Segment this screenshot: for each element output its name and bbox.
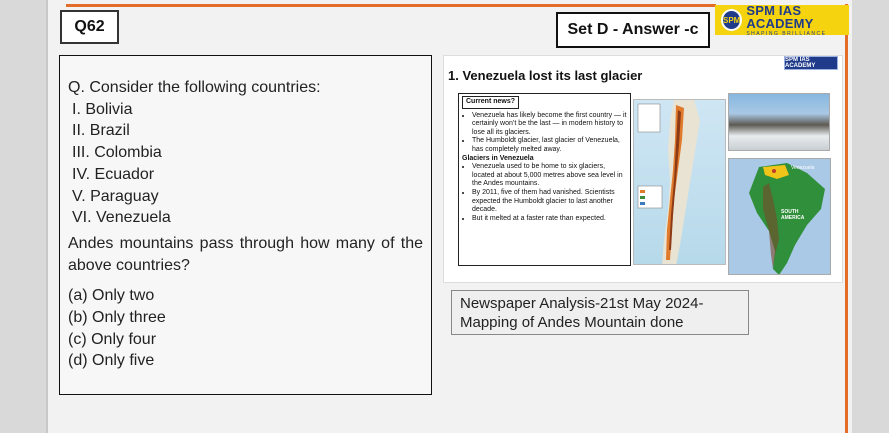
news-clipping-panel [443, 55, 843, 283]
country-list [68, 99, 423, 229]
answer-label: Set D - Answer -c [556, 12, 710, 48]
glacier-photo [728, 93, 830, 151]
accent-bar-right [845, 4, 848, 433]
analysis-caption [451, 290, 749, 335]
option-d: (d) Only five [68, 352, 155, 370]
country-item: III. Colombia [72, 144, 162, 162]
news-bullet: • The Humboldt glacier, last glacier of Venezuela, has completely melted away. [472, 137, 627, 154]
option-list [68, 285, 423, 372]
news-bullet: • By 2011, five of them had vanished. Scientists expected the Humboldt glacier to last another decade. [472, 189, 627, 215]
news-bullet: • But it melted at a faster rate than expected. [472, 215, 627, 224]
logo-tagline: SHAPING BRILLIANCE [746, 30, 827, 37]
map-label-venezuela: Venezuela [791, 165, 815, 171]
country-item: II. Brazil [72, 122, 130, 140]
news-heading: 1. Venezuela lost its last glacier [448, 68, 643, 83]
question-intro: Q. Consider the following countries: [68, 79, 321, 96]
country-item: VI. Venezuela [72, 209, 171, 227]
news-logo: SPM IAS ACADEMY [784, 56, 838, 70]
news-text-box [458, 93, 631, 266]
news-subheading: Glaciers in Venezuela [462, 154, 534, 162]
logo-emblem-icon: SPM [721, 9, 742, 31]
academy-logo [715, 2, 849, 37]
question-box [59, 55, 432, 395]
news-bullet: • Venezuela has likely become the first country — it certainly won’t be the last — in modern history to lose all its glaciers. [472, 112, 627, 138]
option-a: (a) Only two [68, 287, 155, 305]
news-bullet: • Venezuela used to be home to six glaciers, located at about 5,000 metres above sea level in the Andes mountains. [472, 163, 627, 189]
country-item: V. Paraguay [72, 187, 159, 205]
option-c: (c) Only four [68, 330, 157, 348]
country-item: I. Bolivia [72, 100, 133, 118]
accent-bar-top [66, 4, 716, 7]
country-item: IV. Ecuador [72, 165, 155, 183]
current-news-label: Current news? [462, 96, 519, 109]
question-number: Q62 [60, 10, 119, 44]
question-text: Andes mountains pass through how many of the above countries? [68, 234, 423, 274]
logo-title: SPM IAS ACADEMY [746, 2, 814, 31]
andes-map-image [633, 99, 726, 265]
south-america-map-image [728, 158, 831, 275]
option-b: (b) Only three [68, 309, 166, 327]
caption-line-2: Mapping of Andes Mountain done [460, 314, 684, 331]
map-label-region: SOUTH AMERICA [781, 209, 805, 221]
caption-line-1: Newspaper Analysis-21st May 2024- [460, 295, 704, 312]
